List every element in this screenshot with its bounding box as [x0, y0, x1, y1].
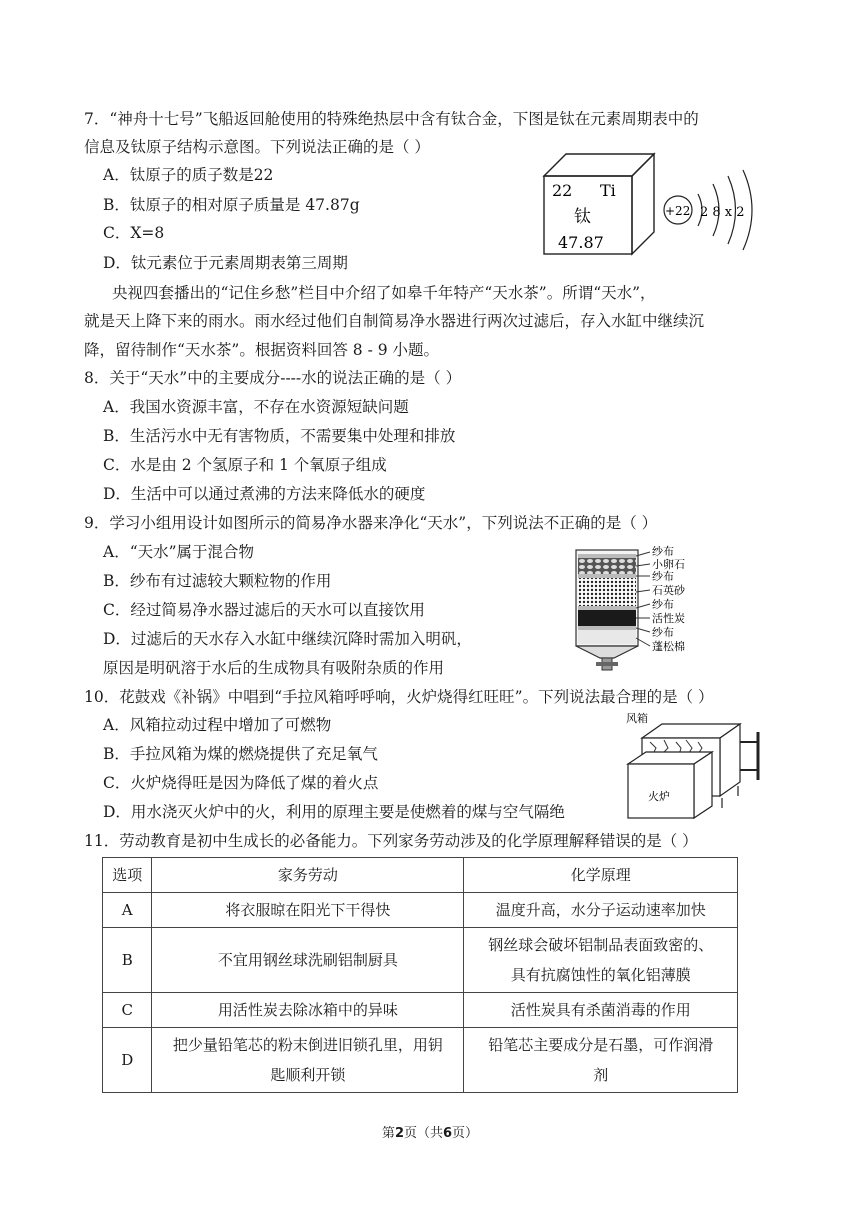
row-c-principle: 活性炭具有杀菌消毒的作用 [464, 993, 738, 1028]
row-d-option: D [103, 1028, 152, 1093]
intro-line3: 降，留待制作“天水茶”。根据资料回答 8 - 9 小题。 [84, 341, 440, 359]
element-symbol: Ti [600, 181, 616, 200]
row-d-principle-line1: 铅笔芯主要成分是石墨，可作润滑 [488, 1036, 714, 1054]
filter-label-cotton: 蓬松棉 [652, 640, 685, 653]
q11-table [102, 857, 738, 1093]
element-name: 钛 [574, 207, 591, 227]
filter-label-pebbles: 小卵石 [652, 558, 685, 571]
table-header-row [103, 858, 738, 893]
q9-option-c: C．经过简易净水器过滤后的天水可以直接饮用 [103, 601, 425, 619]
q8-option-b: B．生活污水中无有害物质，不需要集中处理和排放 [103, 427, 456, 445]
q7-stem-line2: 信息及钛原子结构示意图。下列说法正确的是（ ） [84, 138, 430, 156]
row-c-task: 用活性炭去除冰箱中的异味 [152, 993, 464, 1028]
q10-option-a: A．风箱拉动过程中增加了可燃物 [103, 716, 332, 734]
bellows-furnace-diagram [618, 708, 778, 826]
q8-option-a: A．我国水资源丰富，不存在水资源短缺问题 [103, 398, 409, 416]
header-principle: 化学原理 [464, 858, 738, 893]
filter-label-quartz-sand: 石英砂 [652, 584, 685, 597]
row-c-option: C [103, 993, 152, 1028]
row-d-task-line1: 把少量铅笔芯的粉末倒进旧锁孔里，用钥 [172, 1036, 443, 1054]
q11-stem: 11．劳动教育是初中生成长的必备能力。下列家务劳动涉及的化学原理解释错误的是（ ） [84, 832, 698, 850]
footer-page-number: 2 [394, 1126, 404, 1141]
filter-label-gauze-3: 纱布 [652, 598, 674, 611]
row-b-option: B [103, 928, 152, 993]
q8-option-d: D．生活中可以通过煮沸的方法来降低水的硬度 [103, 485, 426, 503]
filter-label-activated-carbon: 活性炭 [652, 612, 685, 625]
element-number: 22 [552, 181, 573, 200]
row-b-principle [464, 928, 738, 993]
table-row [103, 993, 738, 1028]
q9-option-b: B．纱布有过滤较大颗粒物的作用 [103, 572, 332, 590]
header-task: 家务劳动 [152, 858, 464, 893]
titanium-element-cell [536, 150, 676, 262]
row-b-principle-line2: 具有抗腐蚀性的氧化铝薄膜 [510, 966, 691, 984]
element-mass: 47.87 [558, 233, 604, 252]
water-filter-diagram [570, 540, 710, 690]
q9-stem: 9．学习小组用设计如图所示的简易净水器来净化“天水”，下列说法不正确的是（ ） [84, 514, 658, 532]
q7-option-d: D．钛元素位于元素周期表第三周期 [103, 254, 348, 272]
q10-option-b: B．手拉风箱为煤的燃烧提供了充足氧气 [103, 745, 378, 763]
row-a-option: A [103, 893, 152, 928]
header-option: 选项 [103, 858, 152, 893]
titanium-atom-structure [658, 160, 778, 260]
filter-label-gauze-4: 纱布 [652, 626, 674, 639]
q10-option-d: D．用水浇灭火炉中的火，利用的原理主要是使燃着的煤与空气隔绝 [103, 803, 565, 821]
table-row [103, 893, 738, 928]
furnace-label: 火炉 [648, 790, 670, 803]
q9-option-d-cont: 原因是明矾溶于水后的生成物具有吸附杂质的作用 [103, 659, 445, 677]
row-a-principle: 温度升高，水分子运动速率加快 [464, 893, 738, 928]
row-d-principle-line2: 剂 [593, 1066, 609, 1084]
row-d-task-line2: 匙顺利开锁 [270, 1066, 346, 1084]
q8-stem: 8．关于“天水”中的主要成分----水的说法正确的是（ ） [84, 369, 462, 387]
bellows-label: 风箱 [626, 712, 648, 725]
atom-shells: 2 8 x 2 [700, 205, 745, 220]
q7-option-a: A．钛原子的质子数是22 [103, 166, 274, 184]
q7-stem-line1: 7．“神舟十七号”飞船返回舱使用的特殊绝热层中含有钛合金，下图是钛在元素周期表中的 [84, 110, 699, 128]
row-d-principle [464, 1028, 738, 1093]
filter-label-gauze-1: 纱布 [652, 545, 674, 558]
q7-option-b: B．钛原子的相对原子质量是 47.87g [103, 196, 360, 214]
footer-total-pages: 6 [443, 1126, 453, 1141]
row-b-task: 不宜用钢丝球洗刷铝制厨具 [152, 928, 464, 993]
row-a-task: 将衣服晾在阳光下干得快 [152, 893, 464, 928]
intro-line2: 就是天上降下来的雨水。雨水经过他们自制简易净水器进行两次过滤后，存入水缸中继续沉 [84, 312, 705, 330]
page-footer [0, 1122, 860, 1141]
table-row [103, 928, 738, 993]
footer-suffix: 页） [452, 1126, 479, 1141]
footer-prefix: 第 [381, 1126, 395, 1141]
footer-middle: 页（共 [403, 1126, 443, 1141]
row-d-task [152, 1028, 464, 1093]
row-b-principle-line1: 钢丝球会破坏铝制品表面致密的、 [488, 936, 714, 954]
q7-option-c: C．X=8 [103, 224, 165, 242]
intro-line1: 央视四套播出的“记住乡愁”栏目中介绍了如皋千年特产“天水茶”。所谓“天水”， [112, 284, 656, 302]
atom-nucleus: +22 [665, 204, 691, 218]
q9-option-d: D．过滤后的天水存入水缸中继续沉降时需加入明矾， [103, 630, 472, 648]
q10-stem: 10．花鼓戏《补锅》中唱到“手拉风箱呼呼响，火炉烧得红旺旺”。下列说法最合理的是（ ） [84, 688, 714, 706]
q9-option-a: A．“天水”属于混合物 [103, 543, 255, 561]
q10-option-c: C．火炉烧得旺是因为降低了煤的着火点 [103, 774, 379, 792]
filter-label-gauze-2: 纱布 [652, 570, 674, 583]
table-row [103, 1028, 738, 1093]
q8-option-c: C．水是由 2 个氢原子和 1 个氧原子组成 [103, 456, 387, 474]
